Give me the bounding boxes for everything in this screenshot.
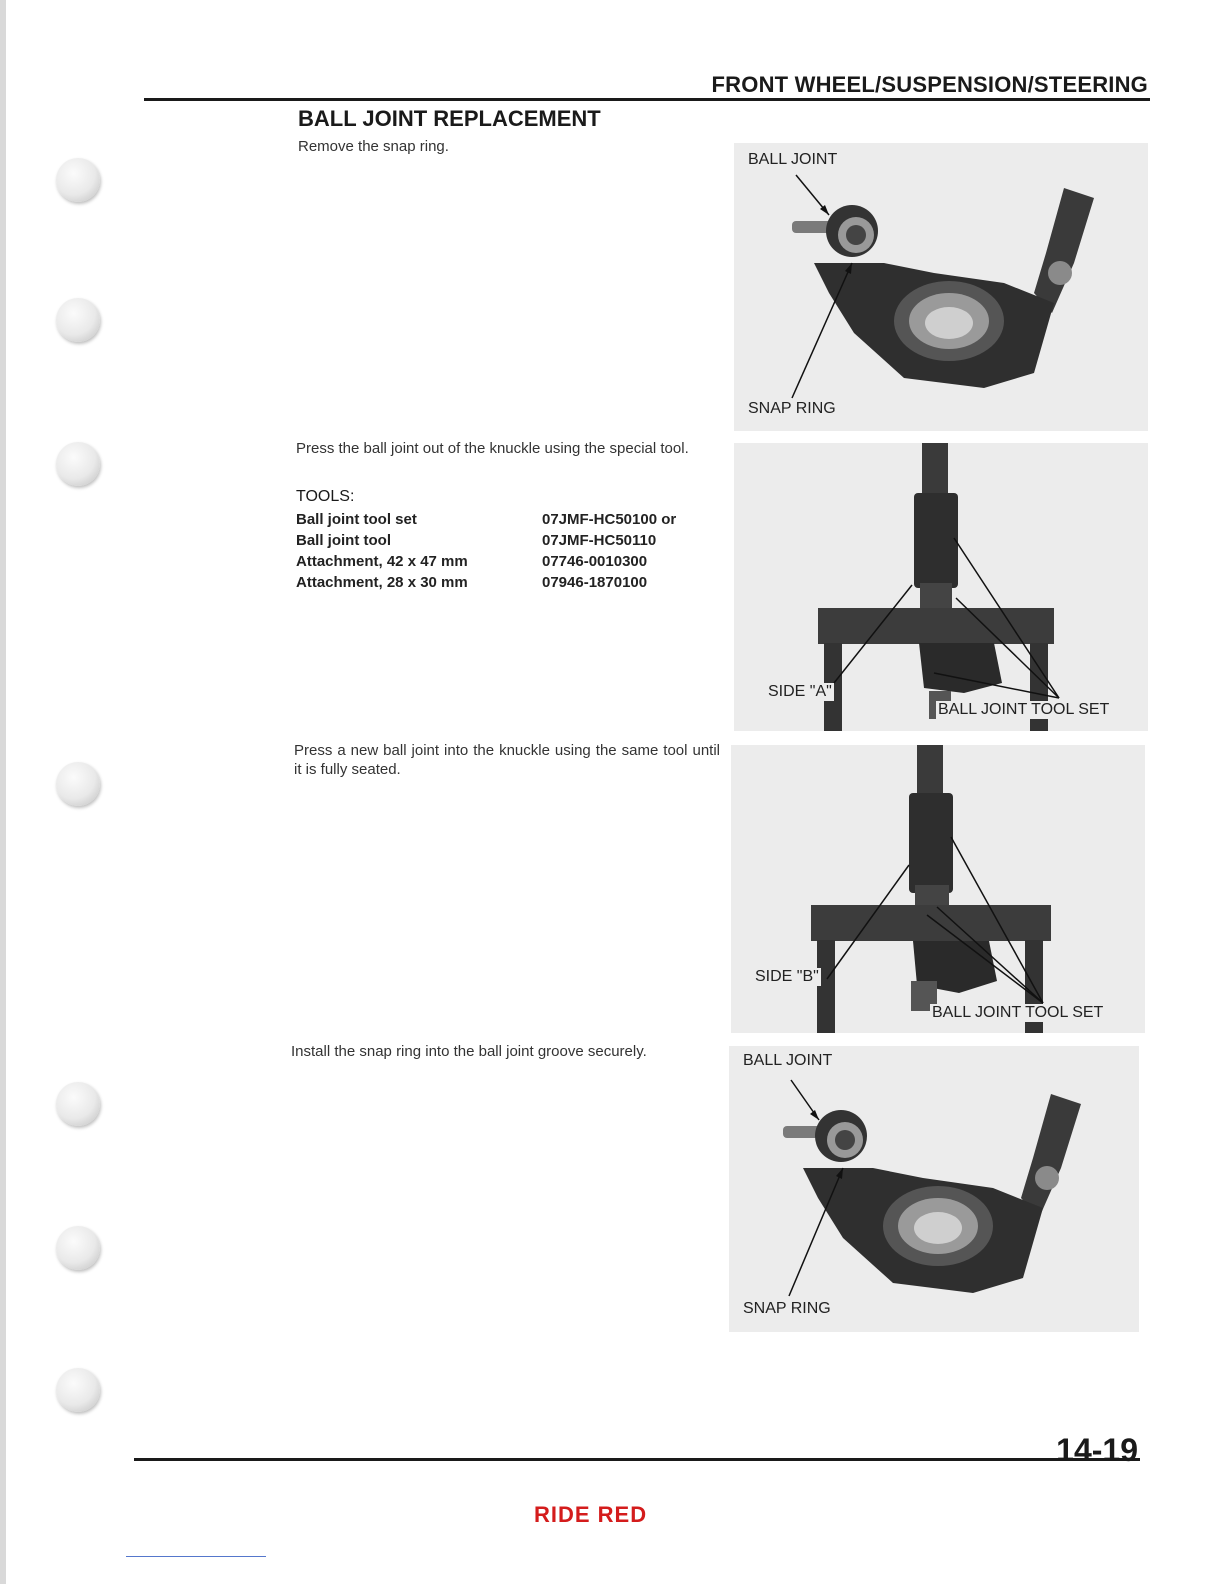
press-tool-illustration	[731, 745, 1145, 1033]
figure-install-snap-ring	[729, 1046, 1139, 1332]
label-ball-joint: BALL JOINT	[743, 1052, 833, 1069]
binder-hole	[56, 442, 100, 486]
binder-hole	[56, 298, 100, 342]
step-remove-snap-ring: Remove the snap ring.	[298, 138, 449, 155]
label-ball-joint: BALL JOINT	[748, 151, 838, 168]
figure-knuckle-ball-joint	[734, 143, 1148, 431]
tool-row	[296, 511, 716, 532]
tool-row	[296, 553, 716, 574]
step-press-in: Press a new ball joint into the knuckle using the same tool until it is fully seated.	[294, 742, 720, 778]
label-side-a: SIDE "A"	[768, 683, 832, 700]
tools-heading: TOOLS:	[296, 488, 355, 505]
tools-table	[296, 511, 716, 595]
knuckle-illustration	[729, 1046, 1139, 1332]
tool-row	[296, 532, 716, 553]
page-number: 14-19	[1056, 1432, 1138, 1468]
step-press-out: Press the ball joint out of the knuckle using the special tool.	[296, 440, 689, 457]
step-install-snap-ring: Install the snap ring into the ball joint groove securely.	[291, 1043, 647, 1060]
tool-number: 07746-0010300	[542, 553, 648, 570]
tool-name: Ball joint tool	[296, 532, 391, 549]
figure-press-out-side-a	[734, 443, 1148, 731]
tool-number: 07JMF-HC50100 or	[542, 511, 677, 528]
binder-hole	[56, 762, 100, 806]
label-side-b: SIDE "B"	[755, 968, 819, 985]
tool-name: Attachment, 28 x 30 mm	[296, 574, 468, 591]
binder-hole	[56, 1082, 100, 1126]
tool-number: 07JMF-HC50110	[542, 532, 657, 549]
tool-number: 07946-1870100	[542, 574, 648, 591]
page-left-edge	[0, 0, 6, 1584]
label-snap-ring: SNAP RING	[748, 400, 836, 417]
tool-name: Ball joint tool set	[296, 511, 417, 528]
label-ball-joint-tool-set: BALL JOINT TOOL SET	[932, 1004, 1104, 1021]
section-title: BALL JOINT REPLACEMENT	[298, 106, 601, 131]
knuckle-illustration	[734, 143, 1148, 431]
binder-hole	[56, 1368, 100, 1412]
binder-hole	[56, 1226, 100, 1270]
tool-row	[296, 574, 716, 595]
footer-link-underline	[126, 1556, 266, 1557]
figure-press-in-side-b	[731, 745, 1145, 1033]
footer-brand: RIDE RED	[534, 1502, 648, 1527]
footer-rule	[134, 1458, 1140, 1461]
tool-name: Attachment, 42 x 47 mm	[296, 553, 468, 570]
binder-hole	[56, 158, 100, 202]
header-rule	[144, 98, 1150, 101]
label-snap-ring: SNAP RING	[743, 1300, 831, 1317]
label-ball-joint-tool-set: BALL JOINT TOOL SET	[938, 701, 1110, 718]
chapter-header: FRONT WHEEL/SUSPENSION/STEERING	[711, 72, 1148, 97]
